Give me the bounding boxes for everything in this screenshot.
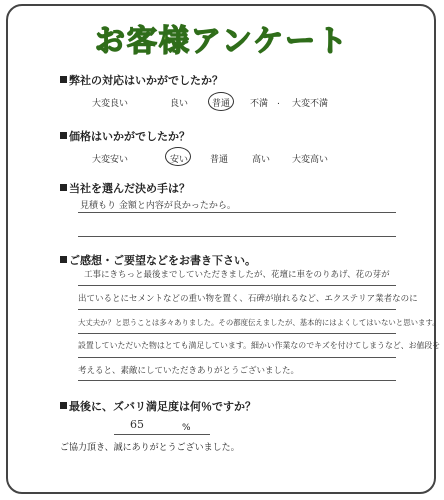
question-price bbox=[60, 128, 190, 144]
comment-line-2: 出ているとにセメントなどの重い物を置く、石碑が崩れるなど、エクステリア業者なのに bbox=[78, 294, 418, 304]
option-very-cheap: 大変安い bbox=[92, 155, 129, 165]
selected-circle-mark bbox=[165, 147, 191, 166]
bullet-square-icon bbox=[60, 184, 67, 191]
comment-line-4: 設置していただいた物はとても満足しています。細かい作業なのでキズを付けてしまうなど、お値段を bbox=[78, 341, 441, 350]
option-very-dissatisfied: 大変不満 bbox=[292, 99, 329, 109]
comment-line-3: 大丈夫か？と思うことは多々ありました。その都度伝えましたが、基本的にはよくしてはいないと思います。 bbox=[78, 318, 440, 327]
option-dissatisfied: 不満 bbox=[250, 99, 269, 109]
option-very-good: 大変良い bbox=[92, 99, 129, 109]
question-reason bbox=[60, 180, 190, 196]
question-satisfaction bbox=[60, 398, 256, 414]
answer-line bbox=[78, 236, 396, 237]
option-normal: 普通 bbox=[212, 99, 231, 109]
bullet-square-icon bbox=[60, 132, 67, 139]
page-title: お客様アンケート bbox=[94, 24, 350, 59]
option-normal-price: 普通 bbox=[210, 155, 229, 165]
answer-line bbox=[78, 212, 396, 213]
question-service bbox=[60, 72, 223, 88]
option-cheap: 安い bbox=[170, 155, 189, 165]
option-good: 良い bbox=[170, 99, 189, 109]
question-price-label: 価格はいかがでしたか？ bbox=[69, 130, 190, 143]
bullet-square-icon bbox=[60, 76, 67, 83]
question-comments-label: ご感想・ご要望などをお書き下さい。 bbox=[69, 254, 256, 267]
selected-circle-mark bbox=[208, 92, 234, 111]
question-comments bbox=[60, 252, 256, 268]
option-very-expensive: 大変高い bbox=[292, 155, 329, 165]
footer-thanks: ご協力頂き、誠にありがとうございました。 bbox=[60, 443, 240, 453]
question-service-label: 弊社の対応はいかがでしたか？ bbox=[69, 74, 223, 87]
answer-line bbox=[78, 357, 396, 358]
answer-line bbox=[78, 285, 396, 286]
option-expensive: 高い bbox=[252, 155, 271, 165]
comment-line-1: 工事にきちっと最後までしていただきましたが、花壇に車をのりあげ、花の芽が bbox=[84, 270, 390, 280]
satisfaction-unit: % bbox=[182, 423, 191, 433]
answer-line bbox=[78, 333, 396, 334]
answer-line bbox=[78, 309, 396, 310]
satisfaction-value: 65 bbox=[130, 418, 144, 431]
question-satisfaction-label: 最後に、ズバリ満足度は何％ですか？ bbox=[69, 400, 256, 413]
comment-line-5: 考えると、素敵にしていただきありがとうございました。 bbox=[78, 366, 300, 376]
satisfaction-underline bbox=[114, 434, 210, 435]
answer-line bbox=[78, 380, 396, 381]
bullet-square-icon bbox=[60, 256, 67, 263]
question-reason-label: 当社を選んだ決め手は？ bbox=[69, 182, 190, 195]
answer-reason: 見積もり 金額と内容が良かったから。 bbox=[80, 201, 236, 211]
bullet-square-icon bbox=[60, 402, 67, 409]
